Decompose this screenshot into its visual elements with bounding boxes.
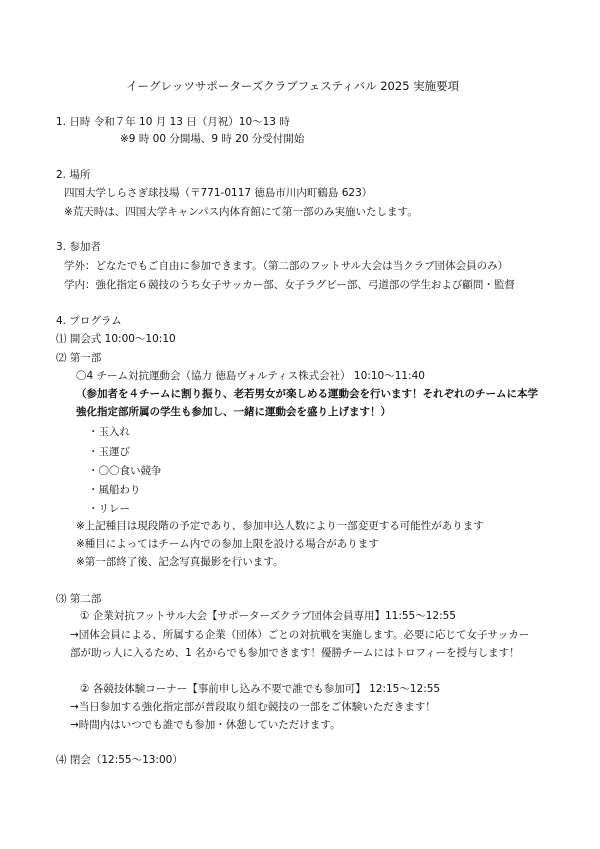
part-one-description-1: （参加者を４チームに割り振り、老若男女が楽しめる運動会を行います！それぞれのチームに本学 [76, 388, 538, 400]
sports-experience-description-1: →当日参加する強化指定部が普段取り組む競技の一部をご体験いただきます！ [70, 701, 436, 713]
event-item: ・玉運び [88, 446, 130, 458]
closing-ceremony: ⑷ 閉会（12:55～13:00） [56, 754, 183, 766]
sports-experience-corner: ② 各競技体験コーナー【事前申し込み不要で誰でも参加可】 12:15～12:55 [80, 683, 441, 695]
event-item: ・玉入れ [88, 426, 130, 438]
part-two-heading: ⑶ 第二部 [56, 593, 102, 605]
event-note-3: ※第一部終了後、記念写真撮影を行います。 [76, 556, 284, 568]
event-item: ・リレー [88, 503, 130, 515]
part-one-event: 〇4 チーム対抗運動会（協力 徳島ヴォルティス株式会社） 10:10～11:40 [76, 370, 425, 382]
venue-note: ※荒天時は、四国大学キャンパス内体育館にて第一部のみ実施いたします。 [64, 206, 418, 218]
event-note-2: ※種目によってはチーム内での参加上限を設ける場合があります [76, 538, 379, 550]
part-one-description-2: 強化指定部所属の学生も参加し、一緒に運動会を盛り上げます！） [76, 406, 391, 418]
part-one-heading: ⑵ 第一部 [56, 352, 102, 364]
venue-address: 四国大学しらさぎ球技場（〒771-0117 徳島市川内町鶴島 623） [64, 187, 373, 199]
event-note-1: ※上記種目は現段階の予定であり、参加申込人数により一部変更する可能性があります [76, 520, 484, 532]
event-item: ・〇〇食い競争 [88, 465, 162, 477]
participants-external: 学外：どなたでもご自由に参加できます。（第二部のフットサル大会は当クラブ団体会員のみ） [64, 260, 509, 272]
datetime-line: 1. 日時 令和７年 10 月 13 日（月祝）10～13 時 [56, 116, 290, 128]
document-title: イーグレッツサポーターズクラブフェスティバル 2025 実施要項 [126, 79, 460, 93]
venue-heading: 2. 場所 [56, 169, 91, 181]
sports-experience-description-2: →時間内はいつでも誰でも参加・休憩していただけます。 [70, 719, 341, 731]
datetime-note: ※9 時 00 分開場、9 時 20 分受付開始 [120, 133, 305, 145]
program-heading: 4. プログラム [56, 315, 122, 327]
event-item: ・風船わり [88, 484, 141, 496]
participants-heading: 3. 参加者 [56, 241, 101, 253]
opening-ceremony: ⑴ 開会式 10:00～10:10 [56, 333, 176, 345]
futsal-description-1: →団体会員による、所属する企業（団体）ごとの対抗戦を実施します。必要に応じて女子サッカー [70, 629, 530, 641]
futsal-description-2: 部が助っ人に入るため、1 名からでも参加できます！優勝チームにはトロフィーを授与します！ [70, 647, 520, 659]
participants-internal: 学内：強化指定６競技のうち女子サッカー部、女子ラグビー部、弓道部の学生および顧問・監督 [64, 279, 515, 291]
futsal-tournament: ① 企業対抗フットサル大会【サポーターズクラブ団体会員専用】11:55～12:55 [80, 610, 456, 622]
